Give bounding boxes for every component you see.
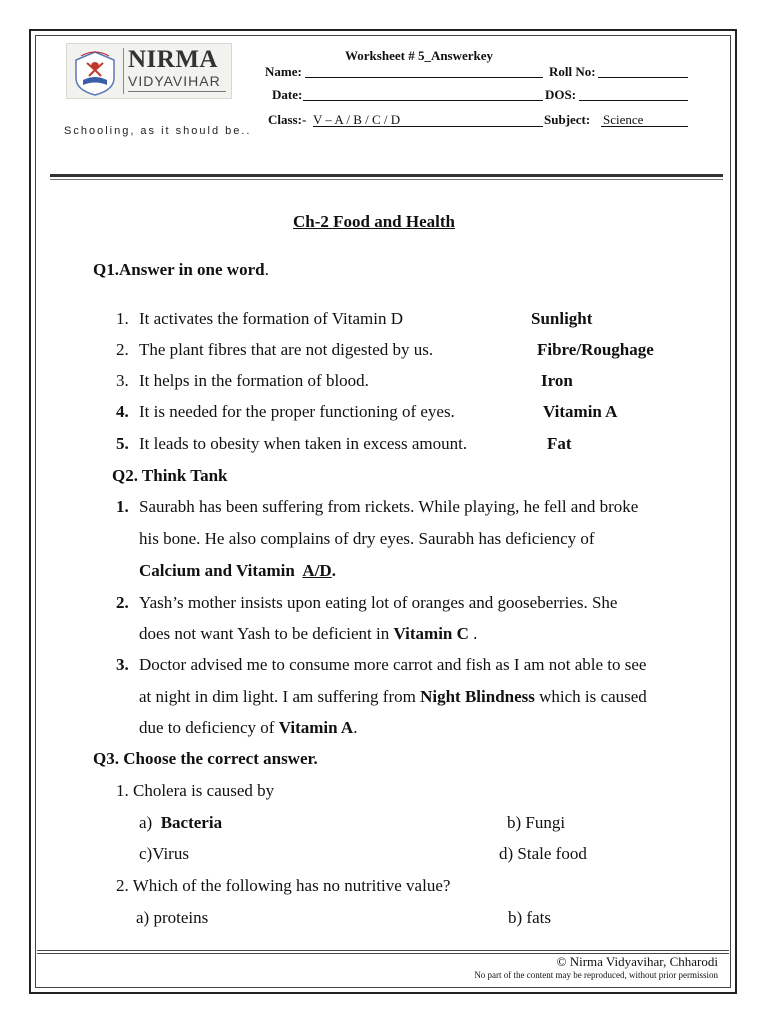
date-field[interactable] xyxy=(303,100,543,101)
dos-field[interactable] xyxy=(579,100,688,101)
q1-item-4-answer: Vitamin A xyxy=(543,402,618,421)
q2-item-2-line-1: Yash’s mother insists upon eating lot of oranges and gooseberries. She xyxy=(139,593,618,612)
q2-item-3-line-3: due to deficiency of Vitamin A. xyxy=(139,718,358,737)
q1-item-4-num: 4. xyxy=(116,402,129,421)
roll-no-label: Roll No: xyxy=(549,64,596,79)
q1-item-5-text: It leads to obesity when taken in excess amount. xyxy=(139,434,468,453)
footer-permission-notice: No part of the content may be reproduced, without prior permission xyxy=(474,970,718,980)
q3-item-2-option-a: a) proteins xyxy=(136,908,209,927)
subject-value: Science xyxy=(603,112,644,127)
school-emblem-icon xyxy=(69,46,121,97)
school-logo xyxy=(66,43,232,99)
roll-no-field[interactable] xyxy=(598,77,688,78)
q2-item-3-line-1: Doctor advised me to consume more carrot and fish as I am not able to see xyxy=(139,655,647,674)
q1-item-1-answer: Sunlight xyxy=(531,309,593,328)
class-label: Class:- xyxy=(268,112,307,127)
q1-item-3-text: It helps in the formation of blood. xyxy=(139,371,369,390)
logo-name: NIRMA xyxy=(128,46,218,73)
q2-item-1-answer: Calcium and Vitamin A/D. xyxy=(139,561,336,580)
dos-label: DOS: xyxy=(545,87,577,102)
q1-heading: Q1.Answer in one word. xyxy=(93,260,269,279)
name-field[interactable] xyxy=(305,77,543,78)
q1-item-2-text: The plant fibres that are not digested by us. xyxy=(139,340,434,359)
q2-item-2-num: 2. xyxy=(116,593,129,612)
q1-item-1-num: 1. xyxy=(116,309,129,328)
date-label: Date: xyxy=(272,87,303,102)
q3-item-1-option-a: a) Bacteria xyxy=(139,813,223,832)
name-label: Name: xyxy=(265,64,302,79)
class-value: V – A / B / C / D xyxy=(313,112,401,127)
q3-item-1-option-d: d) Stale food xyxy=(499,844,587,863)
subject-label: Subject: xyxy=(544,112,591,127)
q3-heading: Q3. Choose the correct answer. xyxy=(93,749,318,768)
q2-item-1-line-2: his bone. He also complains of dry eyes. Saurabh has deficiency of xyxy=(139,529,595,548)
q2-item-3-num: 3. xyxy=(116,655,129,674)
q3-item-2-option-b: b) fats xyxy=(508,908,551,927)
q2-item-2-line-2: does not want Yash to be deficient in Vitamin C . xyxy=(139,624,478,643)
footer-divider xyxy=(37,950,729,951)
q3-item-2-question: 2. Which of the following has no nutritive value? xyxy=(116,876,451,895)
q1-item-1-text: It activates the formation of Vitamin D xyxy=(139,309,403,328)
logo-subtitle: VIDYAVIHAR xyxy=(128,73,221,89)
footer-copyright: © Nirma Vidyavihar, Chharodi xyxy=(556,954,718,969)
q3-item-1-question: 1. Cholera is caused by xyxy=(116,781,275,800)
q2-heading: Q2. Think Tank xyxy=(112,466,228,485)
chapter-title: Ch-2 Food and Health xyxy=(293,212,455,231)
q2-item-3-line-2: at night in dim light. I am suffering from Night Blindness which is caused xyxy=(139,687,647,706)
q1-item-3-num: 3. xyxy=(116,371,129,390)
q3-item-1-option-c: c)Virus xyxy=(139,844,189,863)
q1-item-2-answer: Fibre/Roughage xyxy=(537,340,654,359)
school-tagline: Schooling, as it should be.. xyxy=(64,125,252,137)
q1-item-4-text: It is needed for the proper functioning of eyes. xyxy=(139,402,455,421)
q1-item-3-answer: Iron xyxy=(541,371,573,390)
q1-item-5-answer: Fat xyxy=(547,434,572,453)
worksheet-title: Worksheet # 5_Answerkey xyxy=(345,48,494,63)
q1-item-2-num: 2. xyxy=(116,340,129,359)
q3-item-1-option-b: b) Fungi xyxy=(507,813,566,832)
q2-item-1-line-1: Saurabh has been suffering from rickets. While playing, he fell and broke xyxy=(139,497,639,516)
q1-item-5-num: 5. xyxy=(116,434,129,453)
header-divider xyxy=(50,174,723,177)
q2-item-1-num: 1. xyxy=(116,497,129,516)
